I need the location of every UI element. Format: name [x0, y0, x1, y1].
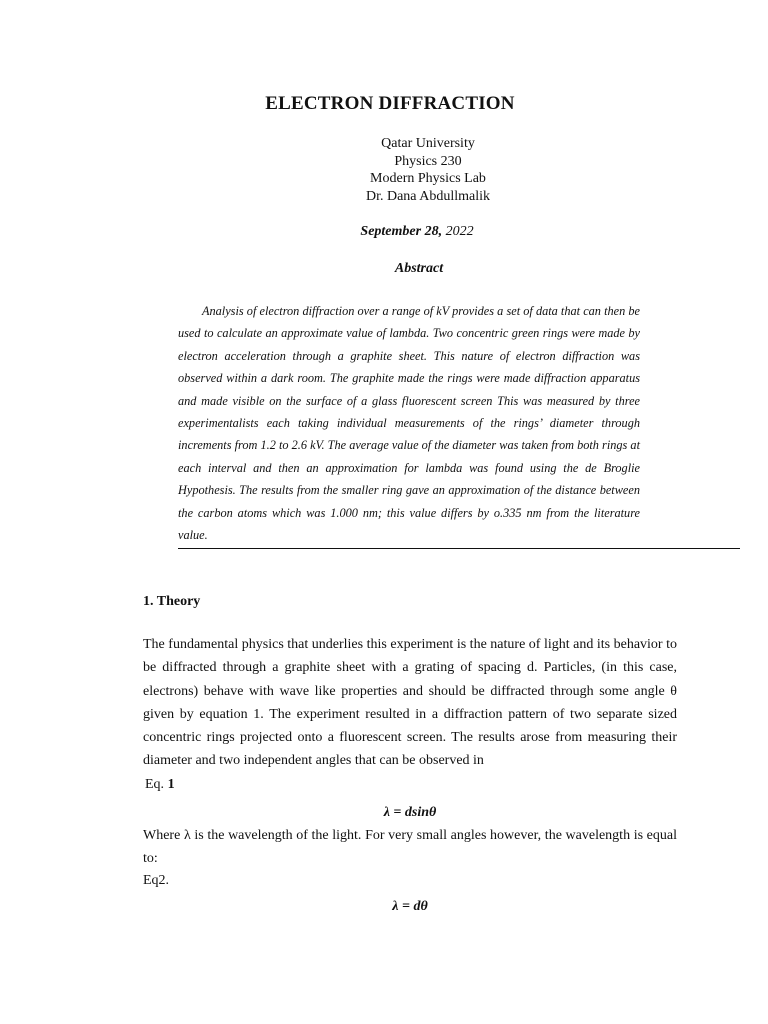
- date-year: 2022: [442, 224, 474, 239]
- abstract-heading: Abstract: [394, 261, 444, 276]
- theory-paragraph-2: Where λ is the wavelength of the light. For very small angles however, the wavelength is equal to:: [143, 828, 677, 867]
- university-name: Qatar University: [381, 136, 475, 151]
- abstract-divider: [178, 548, 740, 549]
- date-month-day: September 28,: [360, 224, 443, 239]
- abstract-text: Analysis of electron diffraction over a range of kV provides a set of data that can then be used to calculate an approximate value of lambda. Two concentric green rings were made by electron acceleration through a graphite sheet. This nature of electron diffraction was observed within a dark room. The graphite made the rings were made diffraction apparatus and made visible on the surface of a glass fluorescent screen This was measured by three experimentalists each taking individual measurements of the rings’ diameter through increments from 1.2 to 2.6 kV. The average value of the diameter was taken from both rings at each interval and then an approximation for lambda was found using the de Broglie Hypothesis. The results from the smaller ring gave an approximation of the distance between the carbon atoms which was 1.000 nm; this value differs by o.335 nm from the literature value.: [178, 304, 640, 543]
- equation-1-label-prefix: Eq.: [145, 777, 168, 792]
- equation-1-label: [145, 777, 175, 793]
- author-affiliation-block: [0, 135, 768, 205]
- paper-title: ELECTRON DIFFRACTION: [265, 93, 515, 114]
- theory-paragraph-1: The fundamental physics that underlies this experiment is the nature of light and its behavior to be diffracted through a graphite sheet with a grating of spacing d. Particles, (in this case, electrons) behave with wave like properties and should be diffracted through some angle θ given by equation 1. The experiment resulted in a diffraction pattern of two separate sized concentric rings projected onto a fluorescent screen. The results arose from measuring their diameter and two independent angles that can be observed in: [143, 637, 677, 769]
- paper-date: [0, 224, 768, 240]
- equation-2-label: Eq2.: [143, 873, 170, 888]
- lab-name: Modern Physics Lab: [370, 171, 486, 186]
- course-name: Physics 230: [394, 153, 462, 169]
- equation-2: λ = dθ: [392, 899, 428, 914]
- equation-1-number: 1: [167, 777, 175, 792]
- equation-1: λ = dsinθ: [383, 805, 437, 820]
- instructor-name: Dr. Dana Abdullmalik: [365, 188, 491, 204]
- section-heading-theory: 1. Theory: [143, 594, 201, 609]
